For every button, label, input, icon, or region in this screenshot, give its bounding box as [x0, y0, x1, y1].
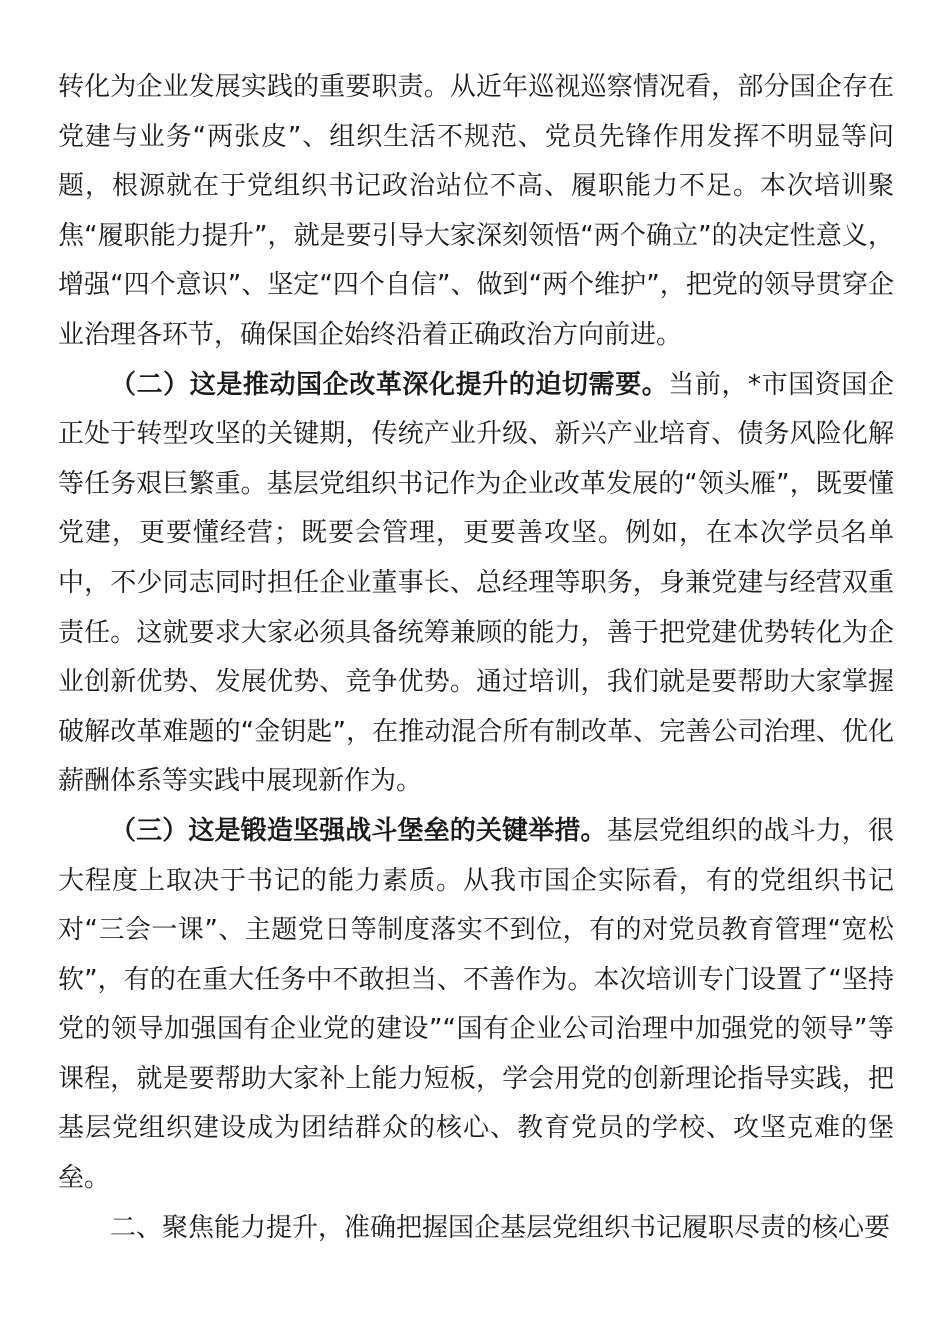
paragraph-3	[58, 807, 894, 1204]
paragraph-3-text: 基层党组织的战斗力，很大程度上取决于书记的能力素质。从我市国企实际看，有的党组织书记对“三会一课”、主题党日等制度落实不到位，有的对党员教育管理“宽松软”，有的在重大任务中不敢担当、不善作为。本次培训专门设置了“坚持党的领导加强国有企业党的建设”“国有企业公司治理中加强党的领导”等课程，就是要帮助大家补上能力短板，学会用党的创新理论指导实践，把基层党组织建设成为团结群众的核心、教育党员的学校、攻坚克难的堡垒。	[58, 815, 894, 1194]
paragraph-2-text: 当前，*市国资国企正处于转型攻坚的关键期，传统产业升级、新兴产业培育、债务风险化解等任务艰巨繁重。基层党组织书记作为企业改革发展的“领头雁”，既要懂党建，更要懂经营；既要会管理，更要善攻坚。例如，在本次学员名单中，不少同志同时担任企业董事长、总经理等职务，身兼党建与经营双重责任。这就要求大家必须具备统筹兼顾的能力，善于把党建优势转化为企业创新优势、发展优势、竞争优势。通过培训，我们就是要帮助大家掌握破解改革难题的“金钥匙”，在推动混合所有制改革、完善公司治理、优化薪酬体系等实践中展现新作为。	[58, 369, 894, 797]
paragraph-1	[58, 63, 894, 361]
paragraph-1-text: 转化为企业发展实践的重要职责。从近年巡视巡察情况看，部分国企存在党建与业务“两张皮”、组织生活不规范、党员先锋作用发挥不明显等问题，根源就在于党组织书记政治站位不高、履职能力不足。本次培训聚焦“履职能力提升”，就是要引导大家深刻领悟“两个确立”的决定性意义，增强“四个意识”、坚定“四个自信”、做到“两个维护”，把党的领导贯穿企业治理各环节，确保国企始终沿着正确政治方向前进。	[58, 72, 894, 350]
document-page	[58, 63, 894, 1253]
paragraph-2	[58, 361, 894, 807]
paragraph-4	[58, 1204, 894, 1254]
paragraph-3-heading: （三）这是锻造坚强战斗堡垒的关键举措。	[110, 815, 607, 846]
section-heading-2: 二、聚焦能力提升，准确把握国企基层党组织书记履职尽责的核心要	[110, 1212, 891, 1243]
paragraph-2-heading: （二）这是推动国企改革深化提升的迫切需要。	[110, 369, 669, 400]
